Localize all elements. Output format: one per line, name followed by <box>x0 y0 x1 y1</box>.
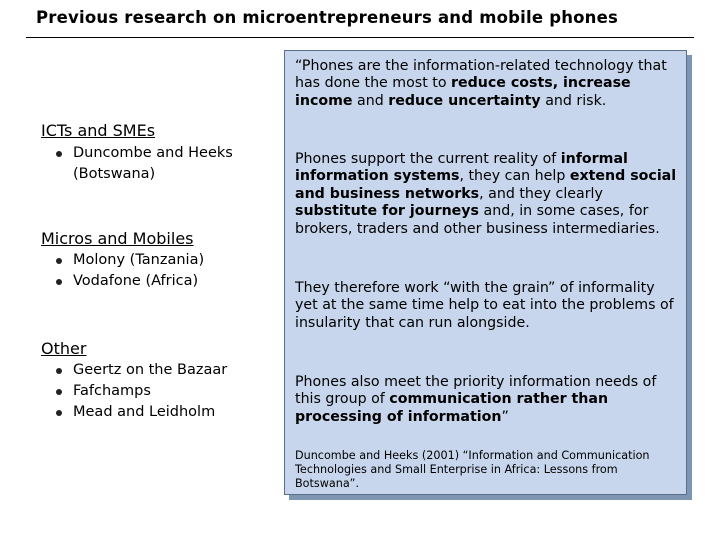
bullet-icon <box>56 151 62 157</box>
section-heading-other: Other <box>41 339 87 358</box>
list-item: Fafchamps <box>41 381 227 402</box>
quote-box <box>284 50 687 495</box>
list-item: Mead and Leidholm <box>41 402 227 423</box>
quote-paragraph-3: They therefore work “with the grain” of informality yet at the same time help to eat into the problems of insularity that can run alongside. <box>295 280 674 331</box>
bullet-icon <box>56 368 62 374</box>
bullet-icon <box>56 258 62 264</box>
list-item: Vodafone (Africa) <box>41 271 204 292</box>
list-item: Duncombe and Heeks (Botswana) <box>41 143 281 185</box>
slide-title: Previous research on microentrepreneurs and mobile phones <box>36 8 619 27</box>
list-item: Geertz on the Bazaar <box>41 360 227 381</box>
section-list-micros-mobiles <box>41 250 204 292</box>
bullet-icon <box>56 279 62 285</box>
bullet-icon <box>56 410 62 416</box>
quote-paragraph-2: Phones support the current reality of informal information systems, they can help extend social and business networks, and they clearly substitute for journeys and, in some cases, for brokers, traders and other business intermediaries. <box>295 151 677 237</box>
quote-paragraph-4: Phones also meet the priority information needs of this group of communication rather than processing of information” <box>295 374 657 425</box>
list-item: Molony (Tanzania) <box>41 250 204 271</box>
section-heading-micros-mobiles: Micros and Mobiles <box>41 229 194 248</box>
quote-paragraph-1: “Phones are the information-related technology that has done the most to reduce costs, increase income and reduce uncertainty and risk. <box>295 58 667 109</box>
quote-citation: Duncombe and Heeks (2001) “Information and Communication Technologies and Small Enterprise in Africa: Lessons from Botswana”. <box>295 449 650 490</box>
section-heading-icts-smes: ICTs and SMEs <box>41 121 156 140</box>
bullet-icon <box>56 389 62 395</box>
section-list-other <box>41 360 227 423</box>
section-list-icts-smes <box>41 143 281 185</box>
title-divider <box>26 37 694 38</box>
